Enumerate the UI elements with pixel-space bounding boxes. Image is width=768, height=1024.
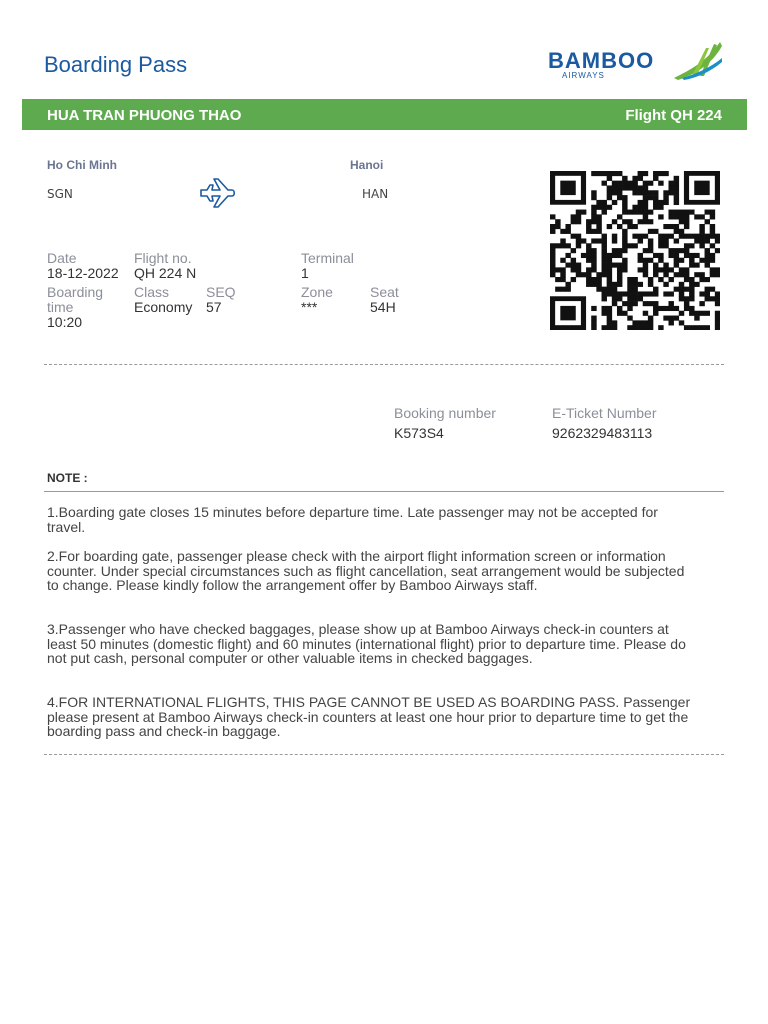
seat-label: Seat bbox=[370, 284, 399, 300]
qr-code bbox=[550, 171, 720, 330]
destination-city: Hanoi bbox=[350, 158, 384, 172]
note-rule bbox=[44, 491, 724, 492]
seq-value: 57 bbox=[206, 299, 222, 315]
airplane-icon bbox=[198, 176, 236, 210]
flight-value: QH 224 N bbox=[134, 265, 197, 281]
terminal-value: 1 bbox=[301, 265, 309, 281]
page-title: Boarding Pass bbox=[44, 52, 188, 77]
divider-bottom bbox=[44, 754, 724, 755]
eticket-label: E-Ticket Number bbox=[552, 405, 657, 421]
seat-value: 54H bbox=[370, 299, 396, 315]
note-item-3: 3.Passenger who have checked baggages, please show up at Bamboo Airways check-in counters at least 50 minutes (domestic flight) and 60 minutes (international flight) prior to departure time. Please do not put cash, personal computer or other valuable items in checked baggages. bbox=[47, 621, 686, 667]
flight-label: Flight no. bbox=[134, 250, 192, 266]
zone-label: Zone bbox=[301, 284, 333, 300]
origin-code: SGN bbox=[47, 187, 73, 201]
note-title: NOTE : bbox=[47, 471, 88, 485]
class-value: Economy bbox=[134, 299, 193, 315]
passenger-banner bbox=[22, 99, 747, 130]
note-item-4: 4.FOR INTERNATIONAL FLIGHTS, THIS PAGE CANNOT BE USED AS BOARDING PASS. Passenger please present at Bamboo Airways check-in counters at least one hour prior to departure time to get the boarding pass and check-in baggage. bbox=[47, 694, 691, 740]
booking-number-label: Booking number bbox=[394, 405, 496, 421]
destination-code: HAN bbox=[362, 187, 389, 201]
banner-flight-number: Flight QH 224 bbox=[625, 107, 722, 124]
bamboo-leaf-icon bbox=[672, 40, 724, 80]
class-label: Class bbox=[134, 284, 170, 300]
logo-wordmark: BAMBOO bbox=[548, 48, 655, 73]
boarding-label-line1: Boarding bbox=[47, 284, 104, 300]
date-label: Date bbox=[47, 250, 77, 266]
passenger-name: HUA TRAN PHUONG THAO bbox=[47, 107, 242, 124]
divider-top bbox=[44, 364, 724, 365]
note-item-2: 2.For boarding gate, passenger please check with the airport flight information screen or information counter. Under special circumstances such as flight cancellation, seat arrangement would be subjected to change. Please kindly follow the arrangement offer by Bamboo Airways staff. bbox=[47, 548, 685, 594]
seq-label: SEQ bbox=[206, 284, 236, 300]
note-item-1: 1.Boarding gate closes 15 minutes before departure time. Late passenger may not be accepted for travel. bbox=[47, 504, 658, 535]
boarding-label-line2: time bbox=[47, 299, 74, 315]
boarding-time-value: 10:20 bbox=[47, 314, 83, 330]
bamboo-airways-logo bbox=[548, 40, 724, 82]
origin-city: Ho Chi Minh bbox=[47, 158, 117, 172]
booking-number-value: K573S4 bbox=[394, 425, 444, 441]
date-value: 18-12-2022 bbox=[47, 265, 119, 281]
eticket-value: 9262329483113 bbox=[552, 425, 653, 441]
terminal-label: Terminal bbox=[301, 250, 354, 266]
logo-subtitle: AIRWAYS bbox=[562, 71, 605, 80]
zone-value: *** bbox=[301, 299, 318, 315]
